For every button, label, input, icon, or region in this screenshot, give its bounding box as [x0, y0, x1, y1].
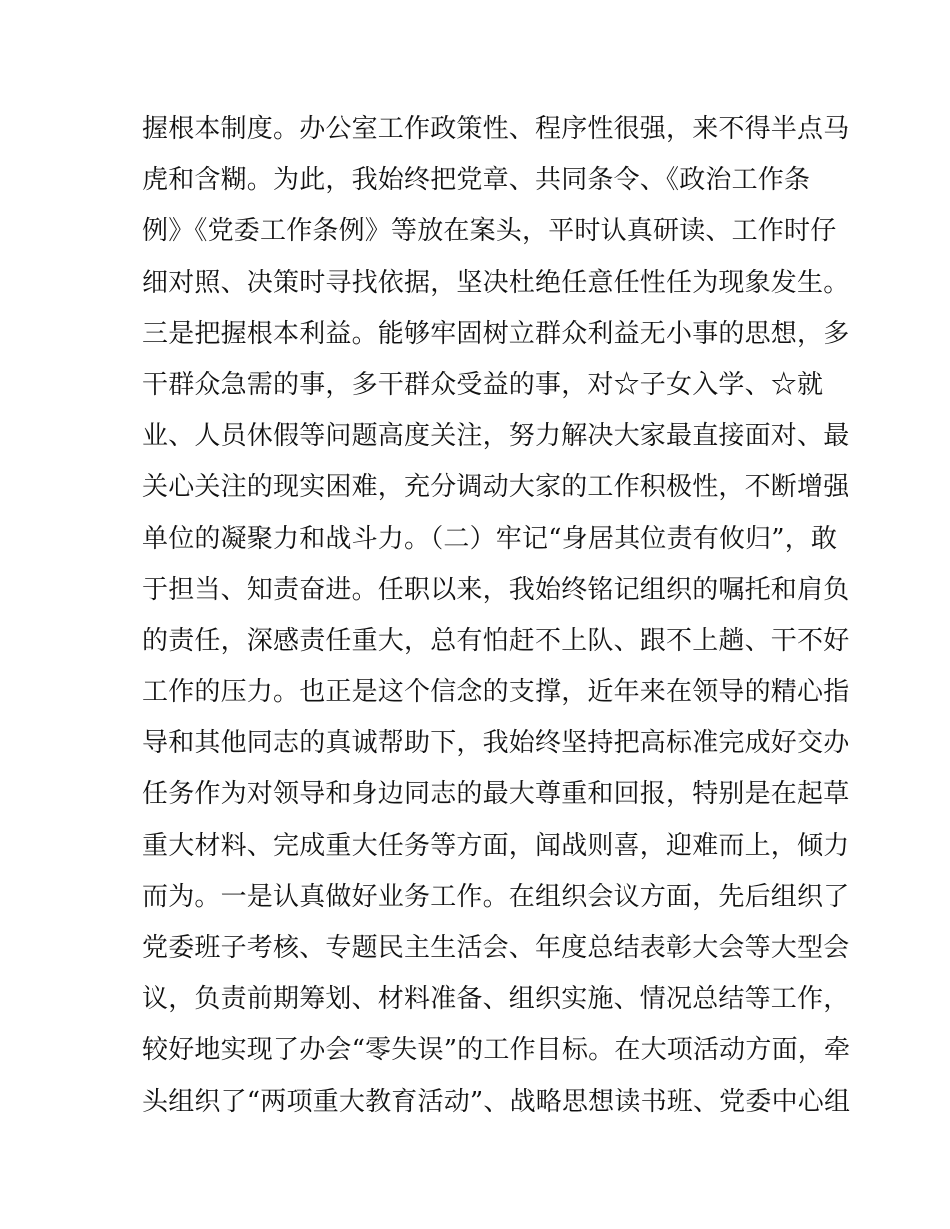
text-line: 三是把握根本利益。能够牢固树立群众利益无小事的思想，多 — [142, 318, 850, 349]
text-line: 单位的凝聚力和战斗力。（二）牢记“身居其位责有攸归”，敢 — [142, 523, 838, 554]
text-line: 任务作为对领导和身边同志的最大尊重和回报，特别是在起草 — [142, 779, 850, 810]
text-line: 业、人员休假等问题高度关注，努力解决大家最直接面对、最 — [142, 421, 850, 452]
text-line: 的责任，深感责任重大，总有怕赶不上队、跟不上趟、干不好 — [142, 625, 850, 656]
text-line: 较好地实现了办会“零失误”的工作目标。在大项活动方面，牵 — [142, 1035, 851, 1066]
text-line: 干群众急需的事，多干群众受益的事，对☆子女入学、☆就 — [142, 369, 824, 400]
text-line: 细对照、决策时寻找依据，坚决杜绝任意任性任为现象发生。 — [142, 267, 850, 298]
body-text — [142, 104, 851, 1128]
text-line: 于担当、知责奋进。任职以来，我始终铭记组织的嘱托和肩负 — [142, 574, 850, 605]
text-line: 握根本制度。办公室工作政策性、程序性很强，来不得半点马 — [142, 114, 850, 144]
text-line: 而为。一是认真做好业务工作。在组织会议方面，先后组织了 — [142, 881, 850, 912]
text-line: 关心关注的现实困难，充分调动大家的工作积极性，不断增强 — [142, 472, 850, 503]
text-line: 议，负责前期筹划、材料准备、组织实施、情况总结等工作， — [142, 984, 850, 1015]
text-line: 工作的压力。也正是这个信念的支撑，近年来在领导的精心指 — [142, 677, 850, 708]
text-line: 党委班子考核、专题民主生活会、年度总结表彰大会等大型会 — [142, 933, 850, 963]
text-line: 虎和含糊。为此，我始终把党章、共同条令、《政治工作条 — [142, 165, 811, 196]
text-line: 例》《党委工作条例》等放在案头，平时认真研读、工作时仔 — [142, 216, 837, 247]
text-line: 重大材料、完成重大任务等方面，闻战则喜，迎难而上，倾力 — [142, 830, 850, 861]
text-line: 头组织了“两项重大教育活动”、战略思想读书班、党委中心组 — [142, 1086, 851, 1117]
text-line: 导和其他同志的真诚帮助下，我始终坚持把高标准完成好交办 — [142, 728, 850, 759]
